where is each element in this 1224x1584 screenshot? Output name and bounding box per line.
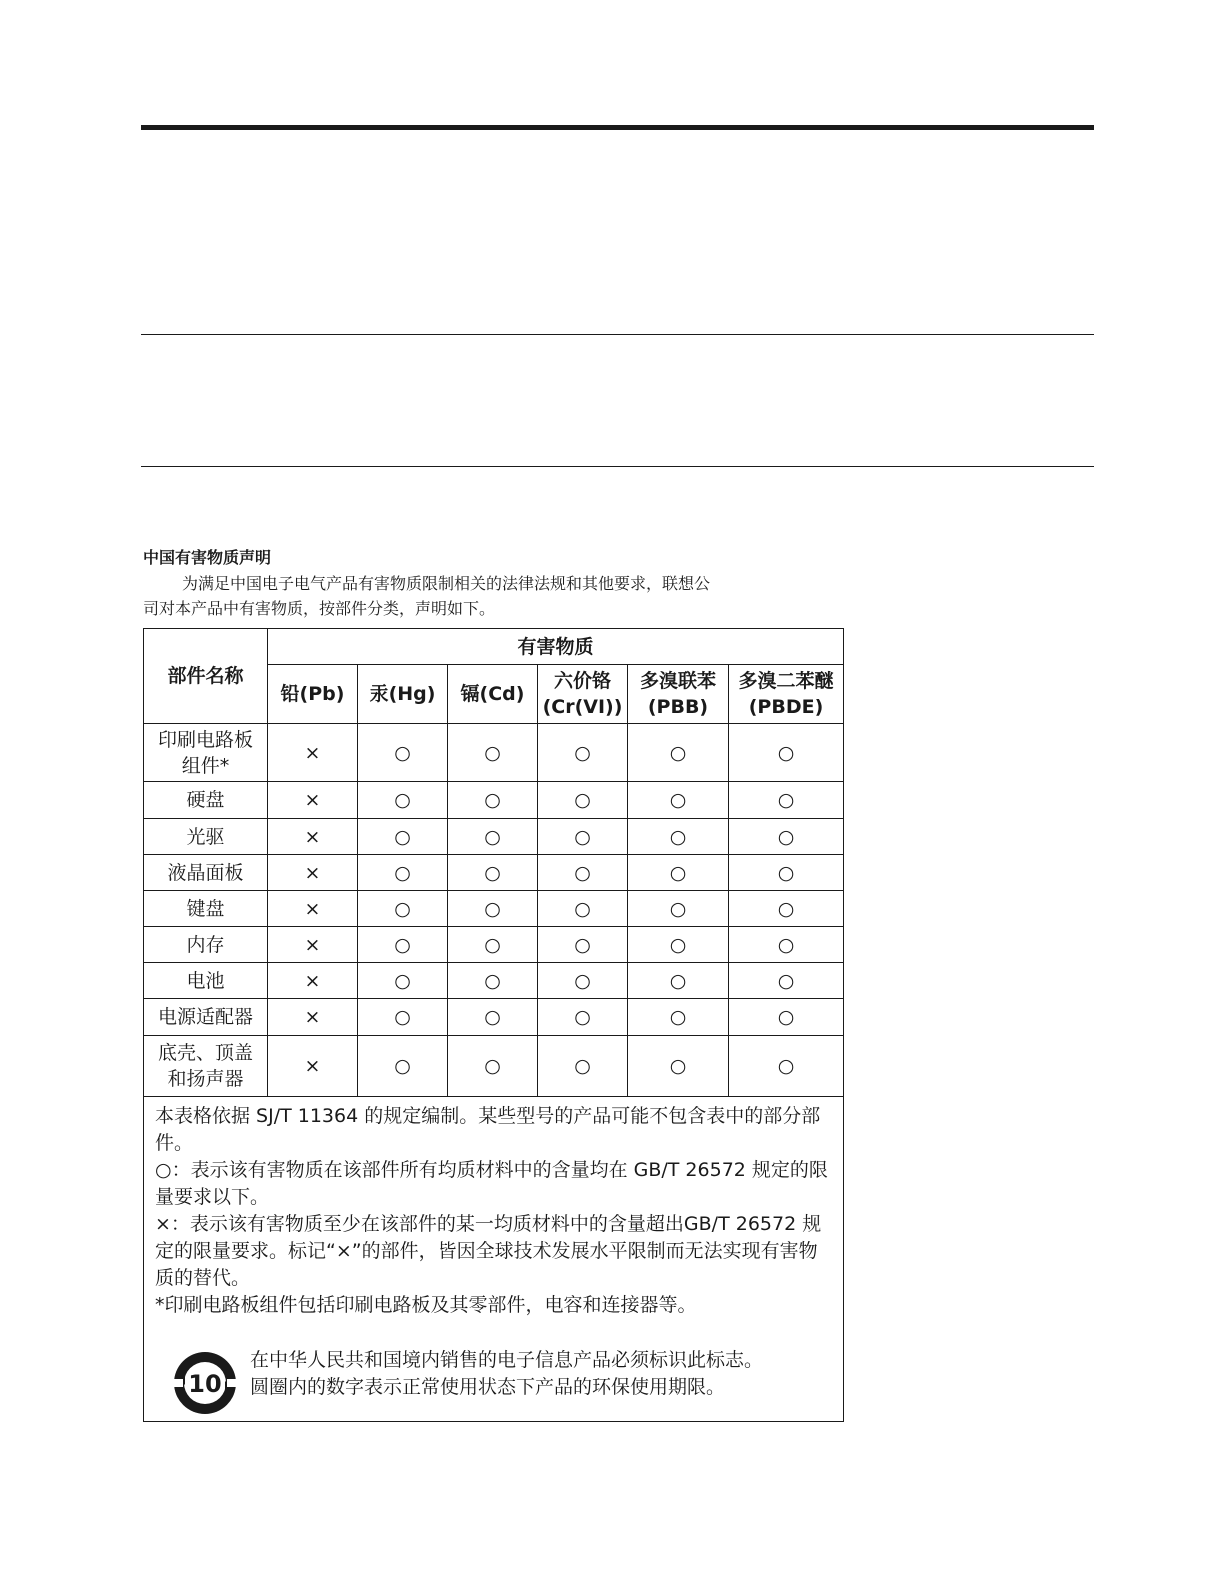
substance-mark: ○ — [628, 1036, 729, 1097]
substance-label: 铅(Pb) — [280, 683, 345, 705]
substance-mark: ○ — [448, 927, 538, 963]
part-name-cell — [144, 999, 268, 1036]
substance-label: 镉(Cd) — [460, 683, 525, 705]
substance-mark: ○ — [538, 963, 628, 999]
hazardous-substance-table — [143, 628, 844, 1422]
substance-mark: ○ — [628, 782, 729, 819]
substance-mark: ○ — [729, 819, 844, 855]
substance-formula: (Cr(VI)) — [542, 696, 623, 718]
substance-mark: ○ — [358, 891, 448, 927]
substance-header — [628, 665, 729, 724]
part-name: 内存 — [186, 933, 225, 956]
substance-formula: (PBDE) — [748, 696, 824, 718]
substance-mark: ○ — [358, 782, 448, 819]
part-name-cell — [144, 891, 268, 927]
substance-mark: ○ — [729, 724, 844, 782]
substance-mark: ○ — [729, 782, 844, 819]
note-pcb: *印刷电路板组件包括印刷电路板及其零部件，电容和连接器等。 — [155, 1294, 697, 1316]
table-notes — [144, 1097, 844, 1422]
substance-mark: ○ — [538, 855, 628, 891]
substance-header — [448, 665, 538, 724]
substance-mark: ○ — [628, 963, 729, 999]
part-name-cell — [144, 963, 268, 999]
note-standard: 本表格依据 SJ/T 11364 的规定编制。某些型号的产品可能不包含表中的部分部件。 — [155, 1105, 821, 1154]
substance-mark: ○ — [448, 1036, 538, 1097]
part-name-header: 部件名称 — [144, 629, 268, 724]
declaration-intro — [143, 571, 843, 621]
part-name-line2: 组件* — [181, 754, 230, 777]
substance-mark: ○ — [448, 963, 538, 999]
substance-mark: ○ — [448, 819, 538, 855]
part-name: 电源适配器 — [157, 1006, 253, 1028]
substance-label: 六价铬 — [553, 670, 611, 692]
substance-header — [538, 665, 628, 724]
table-row — [144, 819, 844, 855]
substance-mark: ○ — [448, 782, 538, 819]
substance-mark: × — [268, 963, 358, 999]
part-name: 键盘 — [186, 897, 225, 920]
substance-mark: ○ — [448, 891, 538, 927]
substance-mark: ○ — [628, 724, 729, 782]
table-row — [144, 999, 844, 1036]
part-name-cell — [144, 724, 268, 782]
substance-mark: × — [268, 927, 358, 963]
part-name: 电池 — [186, 969, 225, 992]
declaration-heading: 中国有害物质声明 — [143, 548, 272, 567]
substance-mark: ○ — [729, 999, 844, 1036]
substance-label: 汞(Hg) — [369, 683, 436, 705]
substance-mark: × — [268, 782, 358, 819]
substance-mark: ○ — [358, 963, 448, 999]
substance-mark: ○ — [358, 999, 448, 1036]
intro-line-2: 司对本产品中有害物质，按部件分类，声明如下。 — [143, 599, 496, 618]
table-row — [144, 927, 844, 963]
efup-line-1: 在中华人民共和国境内销售的电子信息产品必须标识此标志。 — [250, 1349, 764, 1371]
part-name: 底壳、顶盖 — [157, 1042, 253, 1064]
part-name-cell — [144, 1036, 268, 1097]
substance-mark: ○ — [538, 819, 628, 855]
substance-mark: ○ — [729, 855, 844, 891]
part-name: 硬盘 — [186, 789, 225, 811]
substance-mark: ○ — [729, 963, 844, 999]
part-name: 液晶面板 — [167, 861, 244, 884]
substance-mark: ○ — [729, 891, 844, 927]
section-rule-2 — [141, 466, 1094, 467]
section-rule-1 — [141, 334, 1094, 335]
part-name-cell — [144, 782, 268, 819]
table-row — [144, 891, 844, 927]
substance-mark: ○ — [358, 819, 448, 855]
substance-mark: × — [268, 819, 358, 855]
substance-mark: ○ — [448, 999, 538, 1036]
efup-line-2: 圆圈内的数字表示正常使用状态下产品的环保使用期限。 — [250, 1376, 726, 1398]
hazard-header: 有害物质 — [268, 629, 844, 665]
substance-mark: ○ — [358, 1036, 448, 1097]
table-row — [144, 855, 844, 891]
table-row — [144, 963, 844, 999]
substance-header — [268, 665, 358, 724]
substance-mark: ○ — [358, 927, 448, 963]
substance-mark: ○ — [538, 782, 628, 819]
substance-mark: ○ — [628, 819, 729, 855]
table-row — [144, 724, 844, 782]
efup-10-logo-icon — [171, 1349, 239, 1417]
part-name-cell — [144, 855, 268, 891]
substance-mark: ○ — [448, 724, 538, 782]
substance-label: 多溴联苯 — [639, 670, 716, 692]
substance-mark: ○ — [538, 891, 628, 927]
substance-mark: × — [268, 724, 358, 782]
substance-mark: ○ — [538, 927, 628, 963]
table-row — [144, 782, 844, 819]
substance-mark: ○ — [628, 891, 729, 927]
table-row — [144, 1036, 844, 1097]
note-cross: ×：表示该有害物质至少在该部件的某一均质材料中的含量超出GB/T 26572 规定的限量要求。标记“×”的部件，皆因全球技术发展水平限制而无法实现有害物质的替代。 — [155, 1213, 822, 1289]
substance-mark: × — [268, 1036, 358, 1097]
substance-header — [729, 665, 844, 724]
efup-text — [250, 1347, 763, 1401]
substance-mark: × — [268, 891, 358, 927]
note-circle: ○：表示该有害物质在该部件所有均质材料中的含量均在 GB/T 26572 规定的限量要求以下。 — [155, 1159, 828, 1208]
efup-logo-number: 10 — [188, 1370, 222, 1398]
part-name-line2: 和扬声器 — [167, 1068, 244, 1090]
substance-mark: × — [268, 999, 358, 1036]
substance-mark: ○ — [628, 999, 729, 1036]
substance-label: 多溴二苯醚 — [738, 670, 834, 692]
substance-mark: ○ — [538, 999, 628, 1036]
part-name-cell — [144, 927, 268, 963]
substance-mark: × — [268, 855, 358, 891]
efup-row — [171, 1347, 831, 1417]
substance-mark: ○ — [538, 724, 628, 782]
substance-mark: ○ — [729, 1036, 844, 1097]
substance-mark: ○ — [358, 724, 448, 782]
substance-header — [358, 665, 448, 724]
part-name: 光驱 — [186, 825, 225, 848]
intro-line-1: 为满足中国电子电气产品有害物质限制相关的法律法规和其他要求，联想公 — [182, 574, 711, 593]
substance-mark: ○ — [628, 855, 729, 891]
part-name: 印刷电路板 — [157, 728, 253, 751]
substance-mark: ○ — [628, 927, 729, 963]
substance-mark: ○ — [448, 855, 538, 891]
part-name-cell — [144, 819, 268, 855]
top-thick-rule — [141, 125, 1094, 130]
substance-mark: ○ — [538, 1036, 628, 1097]
substance-mark: ○ — [358, 855, 448, 891]
substance-mark: ○ — [729, 927, 844, 963]
substance-formula: (PBB) — [647, 696, 709, 718]
